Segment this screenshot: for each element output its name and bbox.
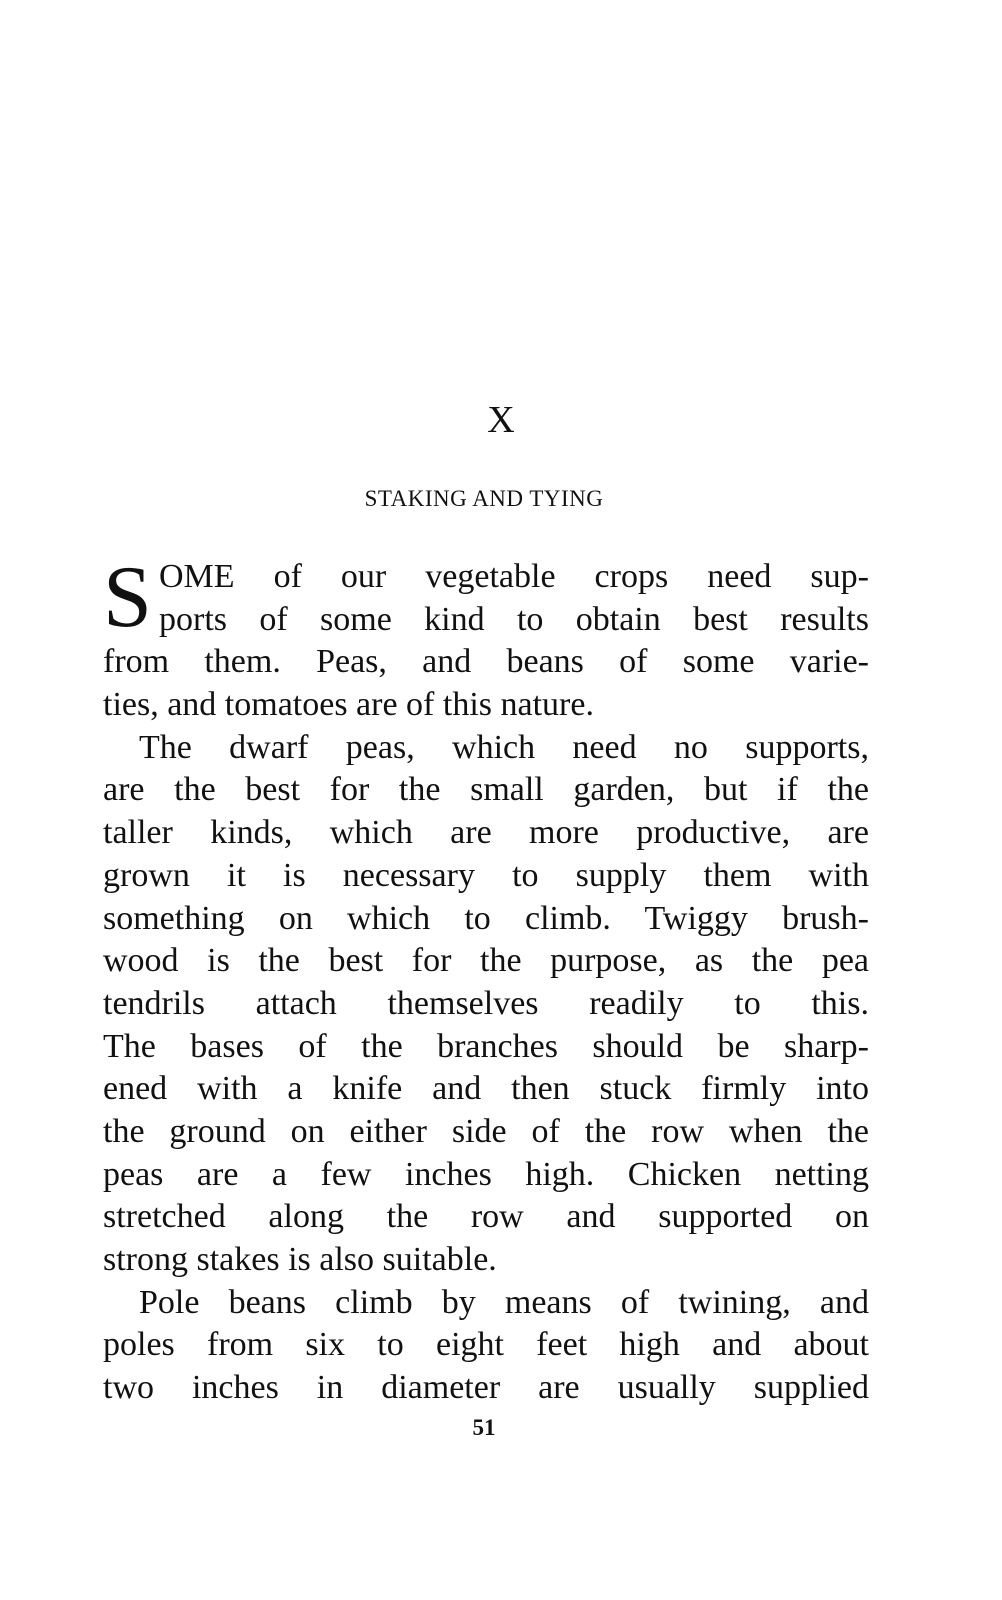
text-line: ties, and tomatoes are of this nature. xyxy=(103,686,594,724)
text-line: grown it is necessary to supply them with xyxy=(103,856,869,894)
chapter-title: STAKING AND TYING xyxy=(364,486,604,511)
text-line: the ground on either side of the row when the xyxy=(103,1112,869,1150)
page-number: 51 xyxy=(472,1415,496,1440)
text-line: ports of some kind to obtain best results xyxy=(159,600,869,638)
text-line: ened with a knife and then stuck firmly into xyxy=(103,1070,869,1108)
text-line: two inches in diameter are usually supplied xyxy=(103,1369,869,1407)
body-text xyxy=(103,549,869,1410)
text-line: something on which to climb. Twiggy brush- xyxy=(103,899,869,937)
text-line: strong stakes is also suitable. xyxy=(103,1241,497,1278)
text-line: Pole beans climb by means of twining, and xyxy=(139,1283,869,1321)
text-line: taller kinds, which are more productive, are xyxy=(103,814,869,852)
text-line: are the best for the small garden, but if the xyxy=(103,771,869,809)
text-line: peas are a few inches high. Chicken netting xyxy=(103,1155,869,1193)
text-line: tendrils attach themselves readily to this. xyxy=(103,984,869,1022)
text-line: The bases of the branches should be sharp- xyxy=(103,1027,869,1065)
drop-cap: S xyxy=(103,549,152,646)
text-line: stretched along the row and supported on xyxy=(103,1198,869,1236)
text-line: The dwarf peas, which need no supports, xyxy=(139,728,869,766)
text-line: wood is the best for the purpose, as the pea xyxy=(103,942,869,980)
text-line: OME of our vegetable crops need sup- xyxy=(159,558,869,595)
text-line: poles from six to eight feet high and about xyxy=(103,1326,869,1364)
chapter-number: X xyxy=(487,399,515,441)
text-line: from them. Peas, and beans of some varie- xyxy=(103,643,869,681)
